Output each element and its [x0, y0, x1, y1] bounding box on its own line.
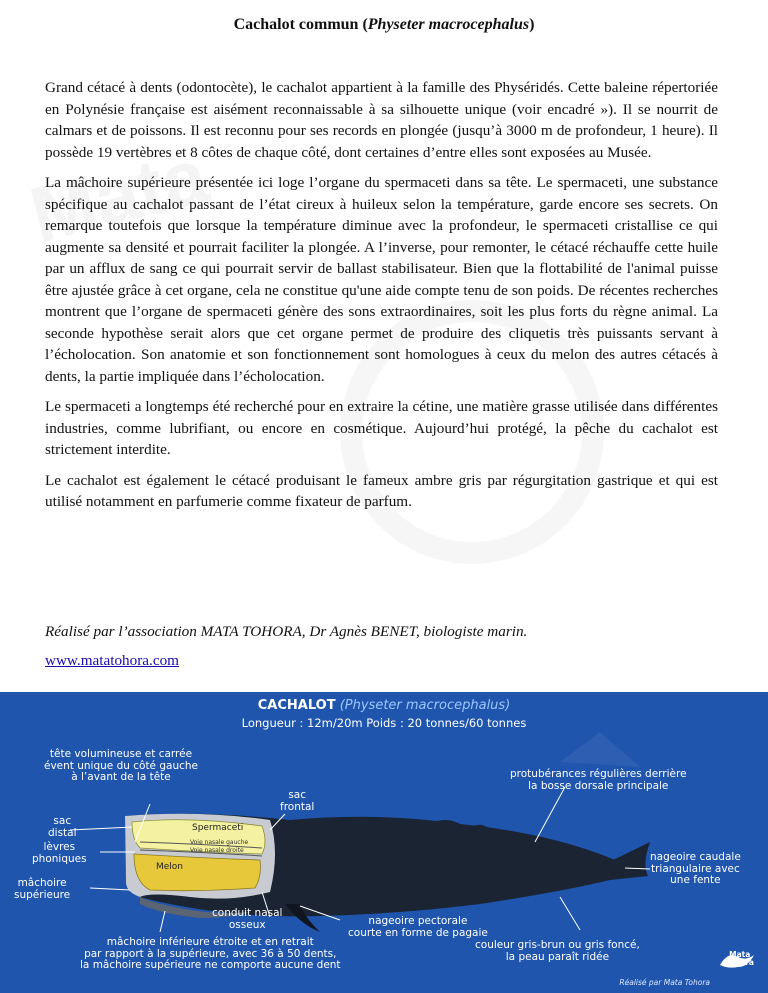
- melon-organ: [134, 854, 260, 891]
- paragraph-3: Le spermaceti a longtemps été recherché pour en extraire la cétine, une matière grasse utilisée dans différentes industries, comme lubrifiant, ou encore en cosmétique. Aujourd’hui protégé, la pêche du cachalot est strictement interdite.: [45, 398, 718, 458]
- label-melon: Melon: [156, 862, 184, 872]
- label-protuberances: protubérances régulières derrière la bosse dorsale principale: [510, 768, 687, 792]
- poster-title: CACHALOT (Physeter macrocephalus): [257, 698, 511, 713]
- paragraph-4: Le cachalot est également le cétacé produisant le fameux ambre gris par régurgitation gastrique et qui est utilisé notamment en parfumerie comme fixateur de parfum.: [45, 471, 718, 510]
- whale-poster: [0, 692, 768, 993]
- label-levres: lèvres phoniques: [32, 841, 87, 865]
- paragraph-1: Grand cétacé à dents (odontocète), le cachalot appartient à la famille des Physéridés. Cette baleine répertoriée en Polynésie française est aisément reconnaissable à sa silhouette unique (voir encadré »). Il se nourrit de calmars et de poissons. Il est reconnu pour ses records en plongée (jusqu’à 3000 m de profondeur, 1 heure). Il possède 19 vertèbres et 8 côtes de chaque côté, dont certaines d’entre elles sont exposées au Musée.: [45, 79, 718, 161]
- label-conduit: conduit nasal osseux: [212, 907, 283, 931]
- label-spermaceti: Spermaceti: [192, 823, 244, 833]
- poster-subtitle: Longueur : 12m/20m Poids : 20 tonnes/60 tonnes: [241, 716, 527, 730]
- label-pectorale: nageoire pectorale courte en forme de pagaie: [348, 915, 488, 939]
- poster-credit: Réalisé par Mata Tohora: [619, 978, 710, 987]
- label-sac-distal: sac distal: [48, 815, 77, 839]
- label-machoire-inf: mâchoire inférieure étroite et en retrait par rapport à la supérieure, avec 36 à 50 dents, la mâchoire supérieure ne comporte aucune dent: [80, 936, 341, 971]
- label-voie-gauche: Voie nasale gauche: [190, 839, 249, 846]
- label-head: tête volumineuse et carrée évent unique du côté gauche à l’avant de la tête: [44, 748, 198, 783]
- label-sac-frontal: sac frontal: [280, 789, 315, 813]
- website-link[interactable]: www.matatohora.com: [45, 652, 179, 669]
- logo-text: Mata Tohora: [725, 950, 754, 967]
- credit-line: Réalisé par l’association MATA TOHORA, Dr Agnès BENET, biologiste marin.: [45, 623, 528, 640]
- body-text: [45, 77, 718, 522]
- paragraph-2: La mâchoire supérieure présentée ici loge l’organe du spermaceti dans sa tête. Le spermaceti, une substance spécifique au cachalot passant de l’état cireux à huileux selon la température, garde encore ses secrets. On remarque toutefois que lorsque la température diminue avec la profondeur, le spermaceti cristallise ce qui augmente sa densité et pourrait faciliter la plongée. A l’inverse, pour remonter, le cétacé réchauffe cette huile par un afflux de sang ce qui pourrait servir de ballast stabilisateur. Bien que la flottabilité de l'animal puisse être ajustée grâce à cet organe, cela ne constitue qu'une aide compte tenu de son poids. De récentes recherches montrent que l’organe de spermaceti génère des sons extraordinaires, soit les plus forts du règne animal. La seconde hypothèse serait alors que cet organe permet de produire des cliquetis très puissants servant à l’écholocation. Son anatomie et son fonctionnement sont homologues à ceux du melon des autres cétacés à dents, la partie impliquée dans l’écholocation.: [45, 174, 718, 385]
- label-machoire-sup: mâchoire supérieure: [14, 877, 71, 901]
- label-couleur: couleur gris-brun ou gris foncé, la peau paraît ridée: [475, 939, 640, 963]
- label-voie-droite: Voie nasale droite: [190, 847, 244, 854]
- label-caudale: nageoire caudale triangulaire avec une fente: [650, 851, 741, 886]
- page-title: Cachalot commun (Physeter macrocephalus): [233, 16, 535, 33]
